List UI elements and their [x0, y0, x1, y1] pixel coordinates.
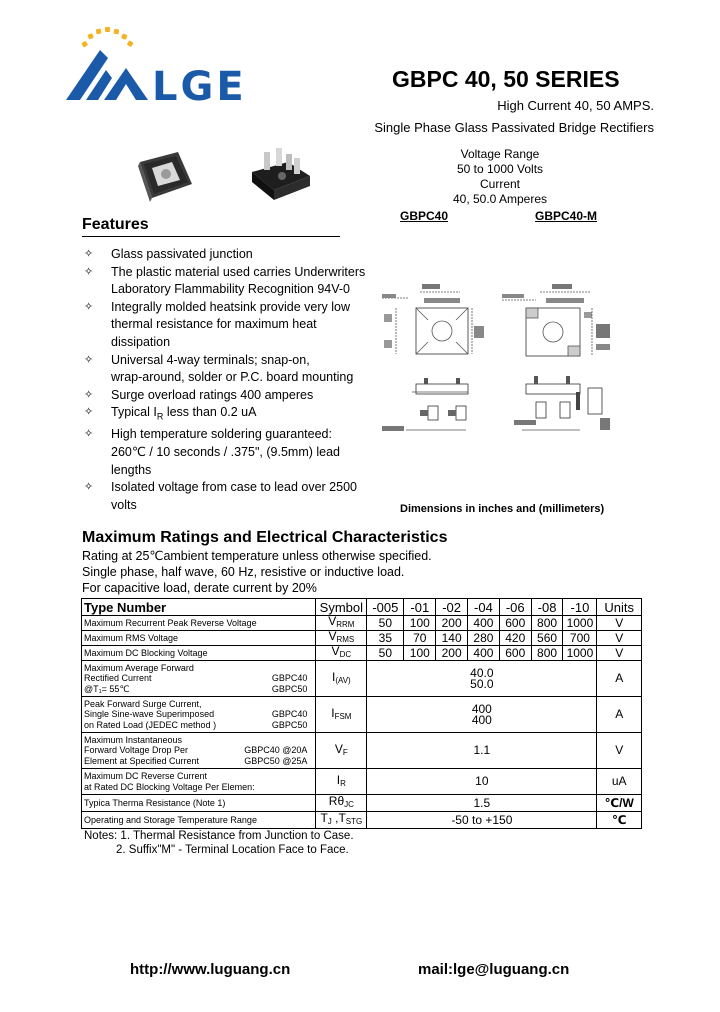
symbol: V	[328, 629, 337, 643]
rating-note: For capacitive load, derate current by 20%	[82, 581, 317, 595]
symbol: V	[331, 644, 340, 658]
unit-cell: V	[597, 631, 642, 646]
feature-line: Glass passivated junction	[111, 247, 253, 261]
param-line	[84, 673, 314, 684]
param-cell: Operating and Storage Temperature Range	[82, 812, 316, 829]
features-list	[82, 246, 372, 514]
feature-line-sub: R	[156, 411, 164, 422]
param-line	[84, 684, 314, 695]
unit-cell: A	[597, 697, 642, 733]
symbol-sub: RRM	[336, 620, 355, 629]
param-line	[84, 745, 314, 756]
subtitle-current: High Current 40, 50 AMPS.	[497, 98, 654, 113]
symbol: T	[320, 811, 328, 825]
param-cell	[82, 733, 316, 769]
param-line-text: Element at Specified Current	[84, 755, 200, 766]
feature-line: lengths	[111, 462, 152, 477]
unit-cell: A	[597, 661, 642, 697]
param-cell	[82, 769, 316, 795]
symbol-cell	[316, 733, 367, 769]
feature-item	[82, 426, 372, 479]
package-variant: GBPC50 @25A	[244, 755, 308, 766]
table-row	[82, 769, 642, 795]
subtitle-description: Single Phase Glass Passivated Bridge Rectifiers	[374, 120, 654, 135]
param-line	[84, 709, 314, 720]
value-span-cell: 1.5	[367, 795, 597, 812]
value-cell: 35	[367, 631, 404, 646]
table-row	[82, 795, 642, 812]
symbol-cell	[316, 631, 367, 646]
value-cell: 1000	[563, 616, 597, 631]
table-row	[82, 661, 642, 697]
note-line: Notes: 1. Thermal Resistance from Junction to Case.	[84, 830, 354, 842]
bullet-icon: ✧	[84, 300, 94, 313]
table-header: -005	[367, 599, 404, 616]
feature-line: wrap-around, solder or P.C. board mounting	[111, 370, 354, 385]
feature-line: volts	[111, 497, 137, 512]
value-cell: 800	[531, 646, 563, 661]
dimensions-caption: Dimensions in inches and (millimeters)	[400, 503, 605, 515]
param-line: Peak Forward Surge Current,	[84, 698, 202, 709]
span-value: 400	[471, 712, 492, 727]
symbol: I	[331, 669, 336, 684]
package-variant: GBPC40 @20A	[244, 745, 308, 756]
dimension-drawing-gbpc40m	[496, 280, 616, 440]
table-header: -02	[436, 599, 468, 616]
param-line-text: Single Sine-wave Superimposed	[84, 709, 215, 720]
unit-cell: ℃	[597, 812, 642, 829]
value-cell: 400	[468, 646, 500, 661]
series-title: GBPC 40, 50 SERIES	[392, 66, 620, 92]
ratings-heading: Maximum Ratings and Electrical Characteristics	[82, 529, 448, 546]
features-heading: Features	[82, 216, 149, 233]
feature-item	[82, 246, 372, 264]
value-cell: 50	[367, 616, 404, 631]
value-cell: 700	[563, 631, 597, 646]
dimension-drawing-gbpc40	[376, 280, 486, 440]
ratings-table	[81, 598, 642, 829]
param-cell: Typica Therma Resistance (Note 1)	[82, 795, 316, 812]
feature-item	[82, 352, 372, 387]
table-header: Symbol	[316, 599, 367, 616]
symbol-cell	[316, 646, 367, 661]
table-header: Type Number	[82, 599, 316, 616]
triangle-shapes	[66, 50, 148, 100]
table-notes	[84, 829, 354, 857]
param-line	[84, 720, 314, 731]
package-photo-square	[130, 148, 200, 204]
symbol-sub: JC	[344, 800, 354, 809]
value-cell: 600	[499, 616, 531, 631]
bullet-icon: ✧	[84, 406, 94, 419]
lge-logo-mark	[64, 26, 154, 102]
feature-item	[82, 299, 372, 352]
value-cell: 1000	[563, 646, 597, 661]
symbol-sub: FSM	[334, 711, 352, 721]
param-line-text: Rectified Current	[84, 673, 152, 684]
feature-line: Isolated voltage from case to lead over 2500	[111, 480, 357, 495]
table-row	[82, 733, 642, 769]
param-line: Maximum Average Forward	[84, 662, 194, 673]
table-header: Units	[597, 599, 642, 616]
param-line-text: on Rated Load (JEDEC method )	[84, 719, 217, 730]
value-span-cell: 1.1	[367, 733, 597, 769]
package-label-gbpc40: GBPC40	[400, 209, 449, 223]
table-row	[82, 631, 642, 646]
span-value: 50.0	[470, 676, 494, 691]
bullet-icon: ✧	[84, 388, 94, 401]
table-row	[82, 646, 642, 661]
brand-name: LGE	[152, 64, 247, 110]
unit-cell: ℃/W	[597, 795, 642, 812]
value-cell: 100	[404, 616, 436, 631]
symbol-cell	[316, 697, 367, 733]
bullet-icon: ✧	[84, 248, 94, 260]
table-header: -06	[499, 599, 531, 616]
symbol-sub: F	[342, 747, 348, 757]
value-cell: 200	[436, 646, 468, 661]
symbol-sub: (AV)	[335, 675, 351, 685]
feature-item	[82, 404, 372, 426]
feature-line: Laboratory Flammability Recognition 94V-0	[111, 282, 351, 297]
value-cell: 600	[499, 646, 531, 661]
span-value: 40.0	[470, 665, 494, 680]
unit-cell: V	[597, 646, 642, 661]
package-variant: GBPC50	[271, 683, 308, 694]
value-cell: 70	[404, 631, 436, 646]
bullet-icon: ✧	[84, 481, 94, 494]
table-header: -10	[563, 599, 597, 616]
symbol-sub: J	[327, 817, 332, 826]
feature-item	[82, 479, 372, 514]
value-cell: 50	[367, 646, 404, 661]
symbol-sub: DC	[339, 650, 352, 659]
value-cell: 400	[468, 616, 500, 631]
symbol-cell	[316, 812, 367, 829]
span-value: 400	[471, 701, 492, 716]
value-span-cell	[367, 697, 597, 733]
value-span-cell: 10	[367, 769, 597, 795]
param-line: Maximum Instantaneous	[84, 734, 183, 745]
feature-line: High temperature soldering guaranteed:	[111, 427, 332, 442]
symbol: V	[334, 741, 343, 756]
param-line: at Rated DC Blocking Voltage Per Elemen:	[84, 781, 255, 792]
bullet-icon: ✧	[84, 353, 94, 366]
value-span-cell: -50 to +150	[367, 812, 597, 829]
param-line	[84, 756, 314, 767]
package-variant: GBPC50	[271, 719, 308, 730]
package-variant: GBPC40	[271, 709, 308, 720]
feature-item	[82, 264, 372, 299]
rating-note: Rating at 25℃ambient temperature unless otherwise specified.	[82, 549, 432, 563]
symbol: I	[336, 772, 341, 787]
param-cell	[82, 697, 316, 733]
value-cell: 560	[531, 631, 563, 646]
table-row	[82, 697, 642, 733]
feature-line: dissipation	[111, 334, 171, 349]
table-header-row	[82, 599, 642, 616]
footer-website-link[interactable]: http://www.luguang.cn	[130, 961, 291, 978]
note-line: 2. Suffix"M" - Terminal Location Face to Face.	[116, 844, 349, 856]
footer-email-link[interactable]: mail:lge@luguang.cn	[418, 961, 570, 978]
current-label: Current	[479, 177, 520, 191]
param-cell: Maximum Recurrent Peak Reverse Voltage	[82, 616, 316, 631]
value-cell: 200	[436, 616, 468, 631]
rating-notes	[82, 548, 432, 596]
value-cell: 100	[404, 646, 436, 661]
symbol-cell	[316, 795, 367, 812]
feature-line: thermal resistance for maximum heat	[111, 317, 317, 332]
feature-line: Surge overload ratings 400 amperes	[111, 387, 314, 402]
symbol-cell	[316, 769, 367, 795]
bullet-icon: ✧	[84, 265, 94, 278]
table-header: -08	[531, 599, 563, 616]
package-variant: GBPC40	[271, 673, 308, 684]
value-cell: 420	[499, 631, 531, 646]
symbol-sub: R	[340, 778, 346, 788]
package-label-gbpc40m: GBPC40-M	[535, 209, 598, 223]
feature-line: Integrally molded heatsink provide very low	[111, 299, 351, 314]
unit-cell: V	[597, 733, 642, 769]
sun-dots	[81, 27, 133, 48]
package-photo-terminals	[244, 146, 316, 202]
feature-line: The plastic material used carries Underwriters	[111, 264, 366, 279]
symbol-sub: RMS	[336, 635, 355, 644]
feature-line-pre: Typical I	[111, 405, 157, 420]
feature-line-post: less than 0.2 uA	[163, 405, 257, 420]
symbol: ,T	[331, 811, 346, 825]
rating-note: Single phase, half wave, 60 Hz, resistive or inductive load.	[82, 565, 405, 579]
unit-cell: uA	[597, 769, 642, 795]
symbol: I	[331, 705, 335, 720]
symbol-cell	[316, 661, 367, 697]
features-divider	[82, 236, 340, 237]
bullet-icon: ✧	[84, 428, 94, 441]
feature-item	[82, 387, 372, 405]
feature-line: 260℃ / 10 seconds / .375", (9.5mm) lead	[111, 445, 341, 460]
value-span-cell	[367, 661, 597, 697]
param-cell	[82, 661, 316, 697]
unit-cell: V	[597, 616, 642, 631]
table-row	[82, 616, 642, 631]
feature-line: Universal 4-way terminals; snap-on,	[111, 352, 310, 367]
table-header: -01	[404, 599, 436, 616]
table-header: -04	[468, 599, 500, 616]
voltage-range-label: Voltage Range	[460, 147, 540, 161]
symbol-sub: STG	[345, 817, 363, 826]
param-line-text: @T₁= 55℃	[84, 683, 130, 694]
param-line-text: Forward Voltage Drop Per	[84, 745, 189, 756]
value-cell: 140	[436, 631, 468, 646]
value-cell: 800	[531, 616, 563, 631]
voltage-range-value: 50 to 1000 Volts	[456, 162, 544, 176]
table-row	[82, 812, 642, 829]
current-value: 40, 50.0 Amperes	[452, 192, 548, 206]
param-cell: Maximum RMS Voltage	[82, 631, 316, 646]
value-cell: 280	[468, 631, 500, 646]
symbol-cell	[316, 616, 367, 631]
symbol: Rθ	[328, 794, 345, 808]
param-line: Maximum DC Reverse Current	[84, 771, 208, 781]
symbol: V	[328, 614, 337, 628]
param-cell: Maximum DC Blocking Voltage	[82, 646, 316, 661]
